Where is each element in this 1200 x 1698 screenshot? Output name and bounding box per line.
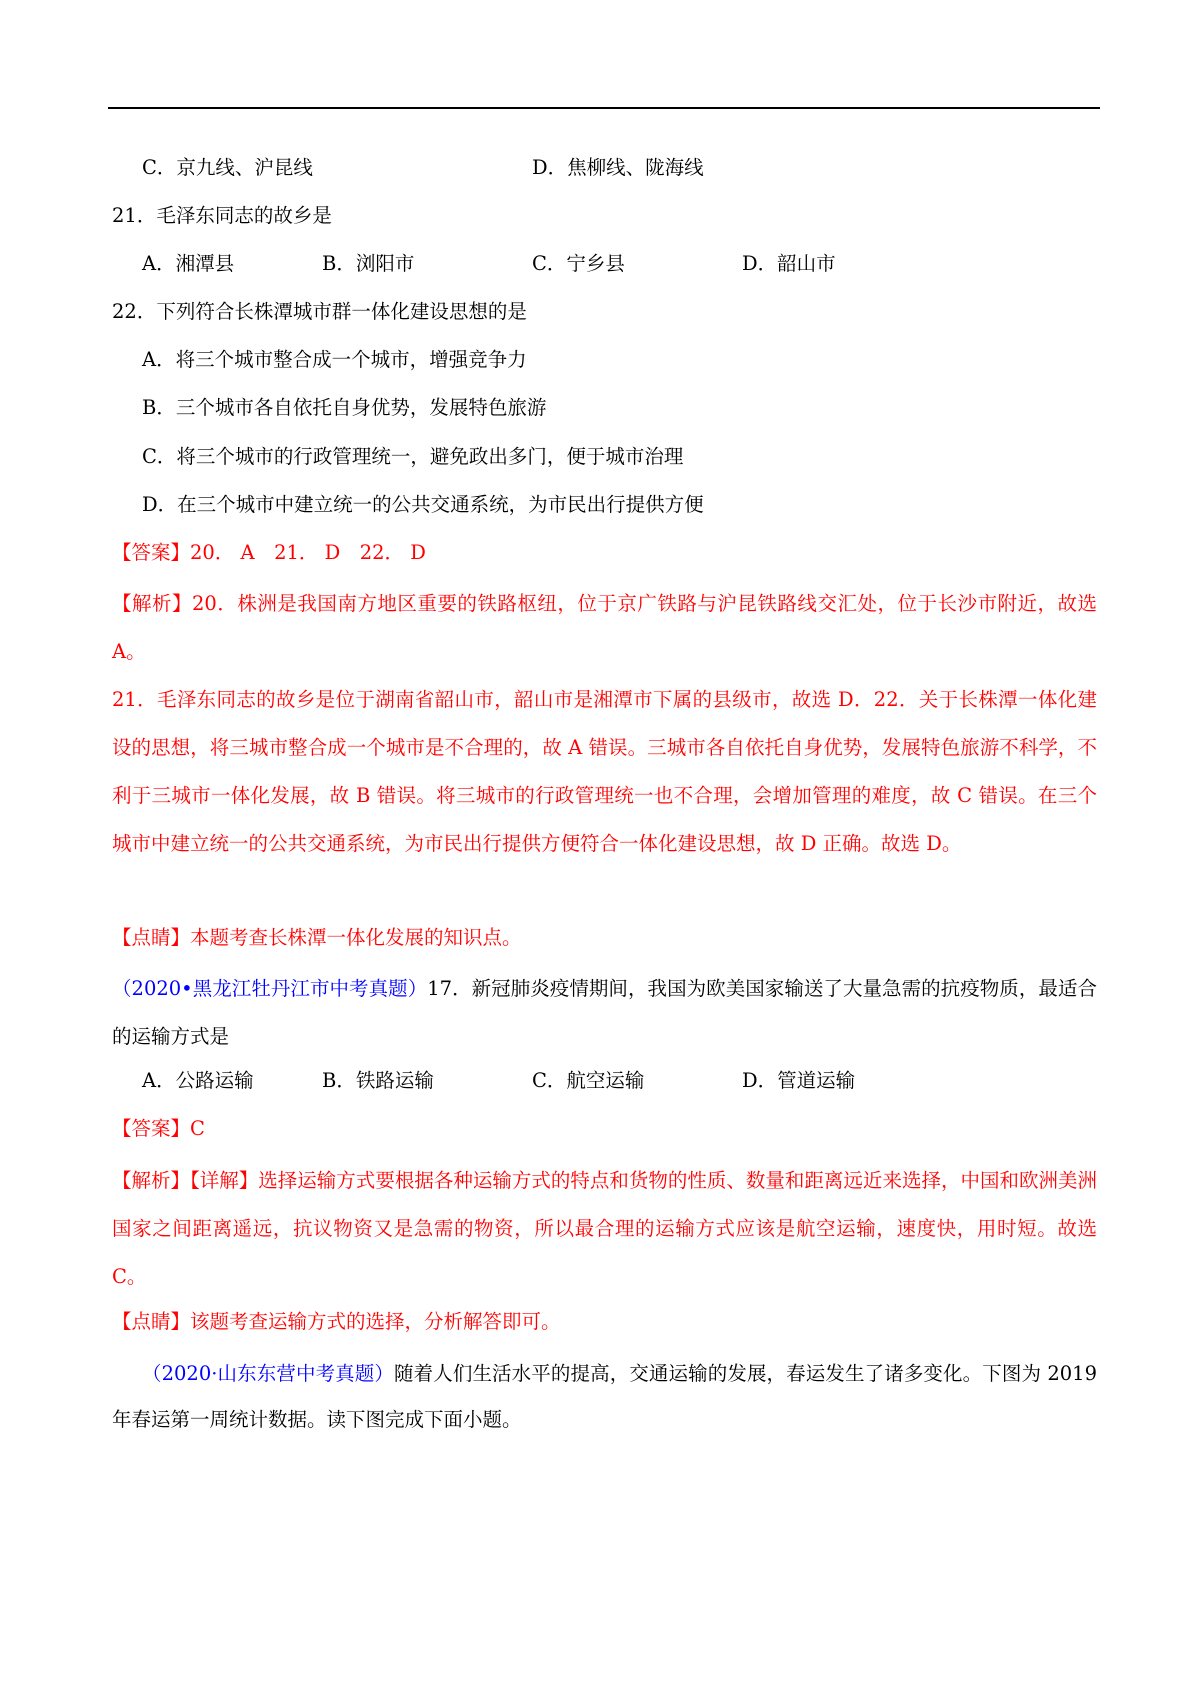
header-rule <box>108 107 1100 109</box>
answer-2: 【答案】C <box>112 1117 205 1140</box>
q17-option-d: D．管道运输 <box>742 1069 856 1092</box>
q22-option-d: D．在三个城市中建立统一的公共交通系统，为市民出行提供方便 <box>142 493 704 516</box>
q22-stem: 22．下列符合长株潭城市群一体化建设思想的是 <box>112 300 527 323</box>
analysis-2: 【解析】【详解】选择运输方式要根据各种运输方式的特点和货物的性质、数量和距离远近来选择，中国和欧洲美洲国家之间距离遥远，抗议物资又是急需的物资，所以最合理的运输方式应该是航空运输，速度快，用时短。故选 C。 <box>112 1169 1097 1288</box>
q20-option-c: C．京九线、沪昆线 <box>142 156 313 179</box>
analysis-1b: 21．毛泽东同志的故乡是位于湖南省韶山市，韶山市是湘潭市下属的县级市，故选 D．22．关于长株潭一体化建设的思想，将三城市整合成一个城市是不合理的，故 A 错误。三城市各自依托自身优势，发展特色旅游不科学，不利于三城市一体化发展，故 B 错误。将三城市的行政管理统一也不合理，会增加管理的难度，故 C 错误。在三个城市中建立统一的公共交通系统，为市民出行提供方便符合一体化建设思想，故 D 正确。故选 D。 <box>112 688 1097 855</box>
answer-1: 【答案】20． A 21． D 22． D <box>112 541 426 564</box>
intro-source: （2020·山东东营中考真题） <box>142 1362 395 1385</box>
comment-2: 【点睛】该题考查运输方式的选择，分析解答即可。 <box>112 1310 561 1333</box>
q21-option-d: D．韶山市 <box>742 252 836 275</box>
q21-option-a: A．湘潭县 <box>142 252 235 275</box>
q17-option-c: C．航空运输 <box>532 1069 645 1092</box>
q17-option-b: B．铁路运输 <box>322 1069 434 1092</box>
q17-question <box>112 965 1097 1061</box>
q17-option-a: A．公路运输 <box>142 1069 254 1092</box>
q17-source: （2020•黑龙江牡丹江市中考真题） <box>112 977 428 1000</box>
analysis-1: 【解析】20．株洲是我国南方地区重要的铁路枢纽，位于京广铁路与沪昆铁路线交汇处，位于长沙市附近，故选 A。 <box>112 592 1097 663</box>
q21-option-c: C．宁乡县 <box>532 252 625 275</box>
q21-stem: 21．毛泽东同志的故乡是 <box>112 204 332 227</box>
q22-option-a: A．将三个城市整合成一个城市，增强竞争力 <box>142 348 527 371</box>
q20-option-d: D．焦柳线、陇海线 <box>532 156 704 179</box>
comment-1: 【点睛】本题考查长株潭一体化发展的知识点。 <box>112 926 522 949</box>
q22-option-b: B．三个城市各自依托自身优势，发展特色旅游 <box>142 396 547 419</box>
q21-option-b: B．浏阳市 <box>322 252 415 275</box>
intro-text: 随着人们生活水平的提高，交通运输的发展，春运发生了诸多变化。下图为 2019 年春运第一周统计数据。读下图完成下面小题。 <box>112 1362 1098 1431</box>
q22-option-c: C．将三个城市的行政管理统一，避免政出多门，便于城市治理 <box>142 445 684 468</box>
intro-paragraph <box>112 1351 1097 1443</box>
q17-stem: 17．新冠肺炎疫情期间，我国为欧美国家输送了大量急需的抗疫物质，最适合的运输方式是 <box>112 977 1097 1048</box>
